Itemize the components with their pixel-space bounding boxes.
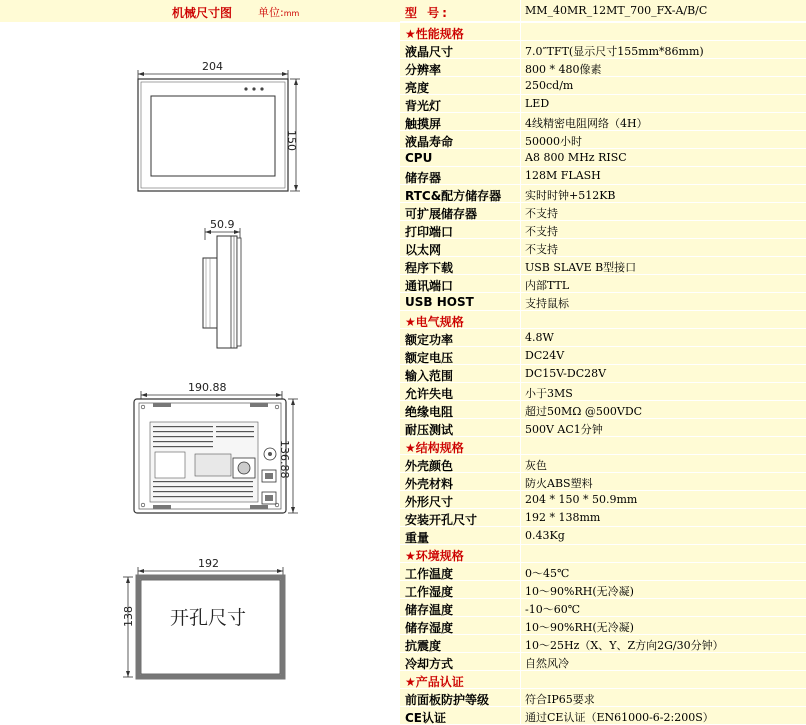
spec-value: DC24V — [525, 349, 565, 362]
spec-key: 通讯端口 — [405, 279, 454, 293]
unit-label-text: 单位: — [258, 6, 284, 19]
spec-value: 灰色 — [525, 459, 547, 472]
row-divider — [520, 347, 521, 365]
spec-value: 204 * 150 * 50.9mm — [525, 493, 638, 506]
spec-section-label: ★产品认证 — [405, 675, 464, 689]
spec-key: 液晶尺寸 — [405, 45, 454, 59]
spec-key: 以太网 — [405, 243, 442, 257]
spec-row — [400, 77, 806, 95]
spec-row — [400, 509, 806, 527]
model-label: 型 号: — [405, 6, 450, 20]
mechanical-drawing-panel — [0, 0, 400, 725]
spec-key: 储存温度 — [405, 603, 454, 617]
row-divider — [520, 113, 521, 131]
spec-key: 安装开孔尺寸 — [405, 513, 478, 527]
row-divider — [520, 77, 521, 95]
spec-value: 250cd/m — [525, 79, 574, 92]
spec-key: RTC&配方储存器 — [405, 189, 502, 203]
spec-key: 储存湿度 — [405, 621, 454, 635]
spec-value: 50000小时 — [525, 135, 582, 148]
spec-key: 抗震度 — [405, 639, 442, 653]
spec-value: 800 * 480像素 — [525, 63, 602, 76]
spec-value: 超过50MΩ @500VDC — [525, 405, 643, 418]
row-divider — [520, 401, 521, 419]
spec-row — [400, 59, 806, 77]
spec-value: 不支持 — [525, 207, 558, 220]
spec-table — [400, 0, 806, 725]
spec-key: 允许失电 — [405, 387, 454, 401]
spec-key: 外壳颜色 — [405, 459, 454, 473]
spec-section-row — [400, 23, 806, 41]
row-divider — [520, 509, 521, 527]
spec-key: 储存器 — [405, 171, 442, 185]
spec-key: 分辨率 — [405, 63, 442, 77]
spec-row — [400, 347, 806, 365]
spec-row — [400, 365, 806, 383]
spec-row — [400, 131, 806, 149]
unit-value: mm — [283, 9, 300, 18]
spec-row — [400, 149, 806, 167]
spec-section-label: ★环境规格 — [405, 549, 464, 563]
row-divider — [520, 95, 521, 113]
spec-value: 4.8W — [525, 331, 554, 344]
spec-row — [400, 203, 806, 221]
spec-row — [400, 167, 806, 185]
spec-value: A8 800 MHz RISC — [525, 151, 627, 164]
spec-value: 不支持 — [525, 225, 558, 238]
spec-key: 工作温度 — [405, 567, 454, 581]
front-view — [138, 60, 300, 191]
spec-key: 重量 — [405, 531, 430, 545]
spec-value: 不支持 — [525, 243, 558, 256]
spec-section-row — [400, 311, 806, 329]
spec-value: 小于3MS — [525, 387, 573, 400]
spec-key: 绝缘电阻 — [405, 405, 454, 419]
row-divider — [520, 491, 521, 509]
row-divider — [520, 473, 521, 491]
row-divider — [520, 671, 521, 689]
drawing-header — [0, 0, 400, 22]
spec-value: 10～90%RH(无冷凝) — [525, 621, 634, 634]
spec-row — [400, 473, 806, 491]
spec-key: 可扩展储存器 — [405, 207, 478, 221]
spec-row — [400, 581, 806, 599]
spec-row — [400, 383, 806, 401]
spec-section-row — [400, 545, 806, 563]
spec-value: 符合IP65要求 — [525, 693, 595, 706]
spec-row — [400, 41, 806, 59]
row-divider — [520, 0, 521, 22]
spec-key: 背光灯 — [405, 99, 442, 113]
row-divider — [520, 131, 521, 149]
spec-row — [400, 275, 806, 293]
row-divider — [520, 41, 521, 59]
spec-section-row — [400, 671, 806, 689]
spec-row — [400, 419, 806, 437]
spec-row — [400, 329, 806, 347]
row-divider — [520, 617, 521, 635]
spec-key: 触摸屏 — [405, 117, 442, 131]
spec-row — [400, 707, 806, 725]
spec-row — [400, 239, 806, 257]
row-divider — [520, 221, 521, 239]
spec-value: DC15V-DC28V — [525, 367, 607, 380]
spec-key: 额定电压 — [405, 351, 454, 365]
spec-key: 额定功率 — [405, 333, 454, 347]
spec-value: -10～60℃ — [525, 603, 581, 616]
spec-value: LED — [525, 97, 550, 110]
spec-row — [400, 95, 806, 113]
spec-value: 4线精密电阻网络（4H） — [525, 117, 648, 130]
row-divider — [520, 167, 521, 185]
row-divider — [520, 383, 521, 401]
spec-key: 冷却方式 — [405, 657, 454, 671]
row-divider — [520, 311, 521, 329]
spec-row — [400, 221, 806, 239]
spec-key: 外形尺寸 — [405, 495, 454, 509]
spec-key: 程序下载 — [405, 261, 454, 275]
spec-value: 0.43Kg — [525, 529, 565, 542]
spec-key: 工作湿度 — [405, 585, 454, 599]
unit-label — [258, 4, 299, 20]
row-divider — [520, 365, 521, 383]
spec-value: 192 * 138mm — [525, 511, 601, 524]
row-divider — [520, 293, 521, 311]
spec-value: 实时时钟+512KB — [525, 189, 616, 202]
spec-value: 10～90%RH(无冷凝) — [525, 585, 634, 598]
spec-row — [400, 491, 806, 509]
row-divider — [520, 23, 521, 41]
row-divider — [520, 635, 521, 653]
spec-value: 500V AC1分钟 — [525, 423, 603, 436]
spec-row — [400, 527, 806, 545]
spec-key: 外壳材料 — [405, 477, 454, 491]
spec-row — [400, 113, 806, 131]
spec-row — [400, 599, 806, 617]
row-divider — [520, 707, 521, 725]
spec-section-row — [400, 437, 806, 455]
spec-key: 前面板防护等级 — [405, 693, 490, 707]
spec-row — [400, 257, 806, 275]
model-value: MM_40MR_12MT_700_FX-A/B/C — [525, 4, 708, 17]
dimension-drawing — [0, 22, 400, 725]
row-divider — [520, 437, 521, 455]
row-divider — [520, 545, 521, 563]
row-divider — [520, 257, 521, 275]
spec-value: 0～45℃ — [525, 567, 570, 580]
row-divider — [520, 419, 521, 437]
row-divider — [520, 455, 521, 473]
spec-key: 输入范围 — [405, 369, 454, 383]
spec-value: 10～25Hz（X、Y、Z方向2G/30分钟） — [525, 639, 724, 652]
back-view — [134, 381, 298, 513]
spec-section-label: ★性能规格 — [405, 27, 464, 41]
row-divider — [520, 203, 521, 221]
row-divider — [520, 239, 521, 257]
cutout-width-label: 192 — [198, 557, 219, 570]
row-divider — [520, 185, 521, 203]
spec-value: 7.0″TFT(显示尺寸155mm*86mm) — [525, 45, 704, 58]
spec-value: USB SLAVE B型接口 — [525, 261, 637, 274]
spec-value: 内部TTL — [525, 279, 570, 292]
spec-row — [400, 635, 806, 653]
spec-value: 支持鼠标 — [525, 297, 569, 310]
cutout-height-label: 138 — [122, 606, 135, 627]
front-width-label: 204 — [202, 60, 223, 73]
spec-key: 亮度 — [405, 81, 430, 95]
cutout-label: 开孔尺寸 — [170, 607, 247, 629]
row-divider — [520, 563, 521, 581]
cutout-view — [122, 557, 283, 677]
spec-section-label: ★电气规格 — [405, 315, 464, 329]
spec-key: USB HOST — [405, 295, 474, 309]
spec-row — [400, 293, 806, 311]
spec-key: 液晶寿命 — [405, 135, 454, 149]
side-view — [203, 218, 241, 348]
spec-row — [400, 617, 806, 635]
row-divider — [520, 599, 521, 617]
spec-key: CE认证 — [405, 711, 447, 725]
row-divider — [520, 653, 521, 671]
spec-value: 防火ABS塑料 — [525, 477, 593, 490]
spec-key: CPU — [405, 151, 433, 165]
row-divider — [520, 329, 521, 347]
spec-value: 128M FLASH — [525, 169, 601, 182]
row-divider — [520, 59, 521, 77]
row-divider — [520, 275, 521, 293]
spec-key: 耐压测试 — [405, 423, 454, 437]
spec-row — [400, 563, 806, 581]
row-divider — [520, 689, 521, 707]
spec-row — [400, 455, 806, 473]
back-width-label: 190.88 — [188, 381, 227, 394]
spec-row — [400, 185, 806, 203]
model-row — [400, 0, 806, 22]
front-height-label: 150 — [285, 130, 298, 151]
row-divider — [520, 149, 521, 167]
row-divider — [520, 527, 521, 545]
spec-value: 自然风冷 — [525, 657, 569, 670]
drawing-title: 机械尺寸图 — [172, 6, 233, 20]
back-height-label: 136.88 — [278, 440, 291, 479]
spec-key: 打印端口 — [405, 225, 454, 239]
spec-section-label: ★结构规格 — [405, 441, 464, 455]
spec-row — [400, 653, 806, 671]
row-divider — [520, 581, 521, 599]
spec-row — [400, 401, 806, 419]
spec-row — [400, 689, 806, 707]
spec-value: 通过CE认证（EN61000-6-2:200S） — [525, 711, 714, 724]
side-depth-label: 50.9 — [210, 218, 235, 231]
